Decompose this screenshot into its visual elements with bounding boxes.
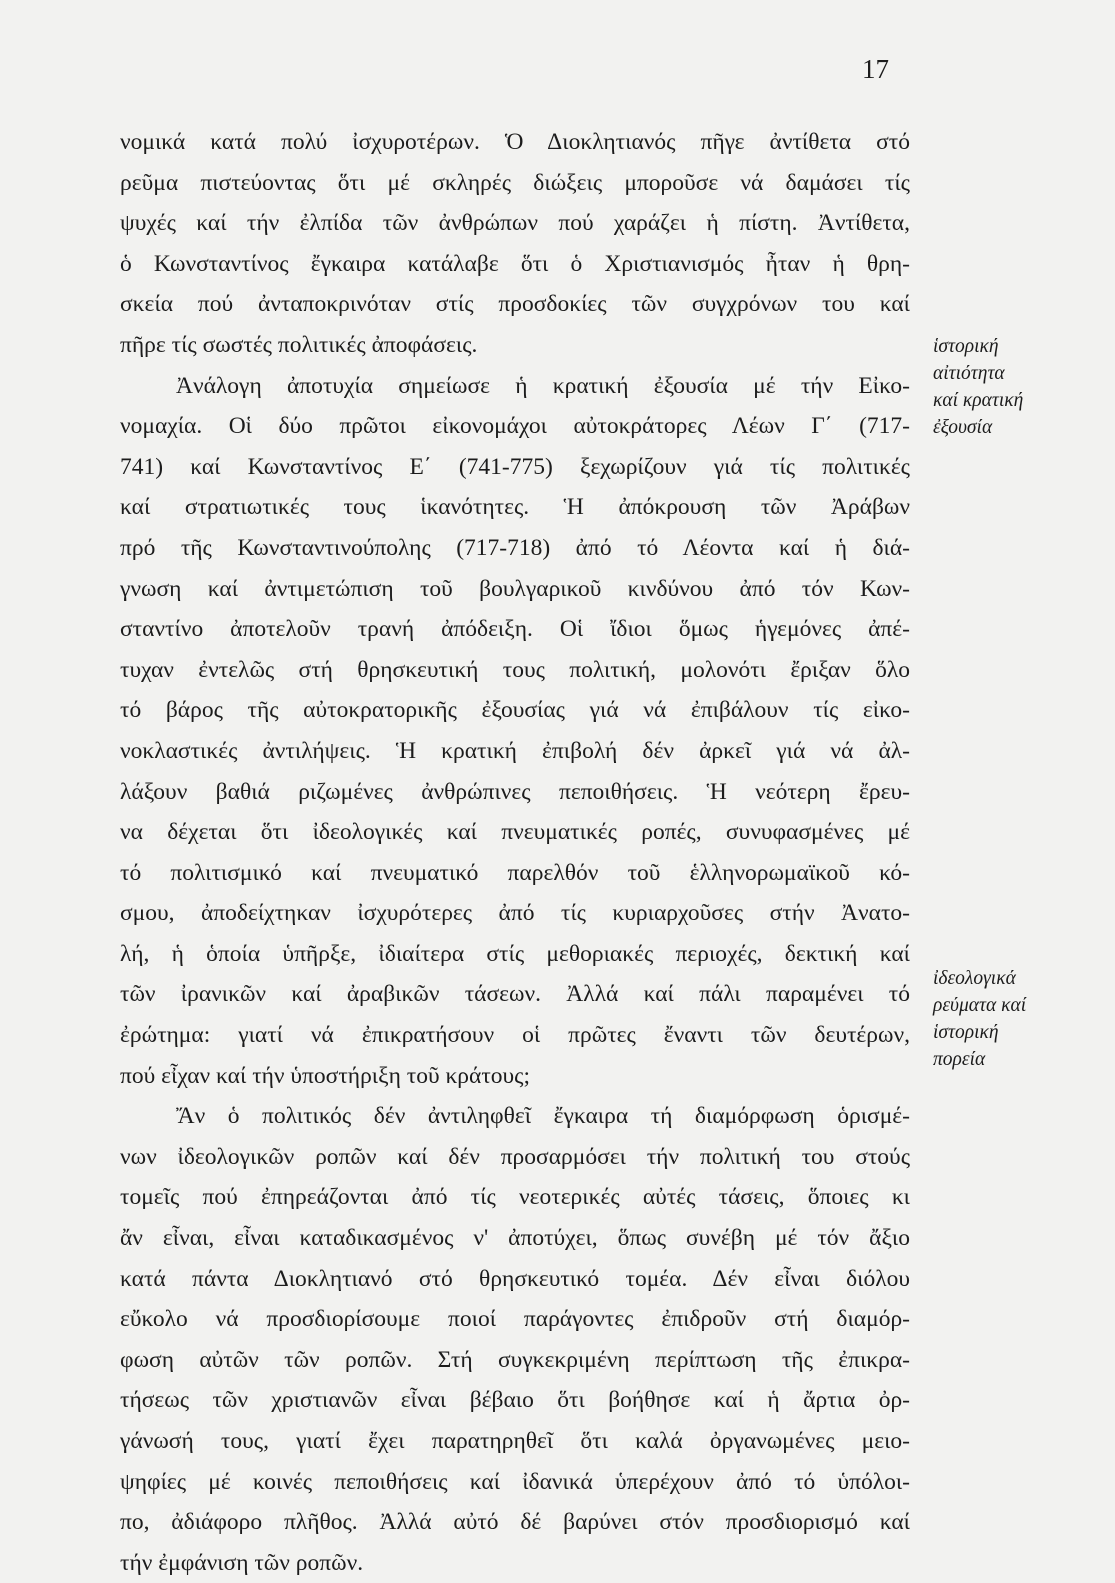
text-line: λή, ἡ ὁποία ὑπῆρξε, ἰδιαίτερα στίς μεθοριακές περιοχές, δεκτική καί xyxy=(120,940,910,967)
margin-note-line: ἐξουσία xyxy=(933,417,993,438)
text-line: σταντίνο ἀποτελοῦν τρανή ἀπόδειξη. Οἱ ἴδιοι ὅμως ἡγεμόνες ἀπέ- xyxy=(120,616,910,643)
text-line: τήν ἐμφάνιση τῶν ροπῶν. xyxy=(120,1549,364,1576)
text-line: τό πολιτισμικό καί πνευματικό παρελθόν τοῦ ἑλληνορωμαϊκοῦ κό- xyxy=(120,859,910,886)
margin-note-line: αἰτιότητα xyxy=(933,363,1005,384)
margin-note-historical-causality xyxy=(933,333,1103,441)
text-line: λάξουν βαθιά ριζωμένες ἀνθρώπινες πεποιθήσεις. Ἡ νεότερη ἔρευ- xyxy=(120,778,910,805)
text-line: ψηφίες μέ κοινές πεποιθήσεις καί ἰδανικά ὑπερέχουν ἀπό τό ὑπόλοι- xyxy=(120,1468,910,1495)
text-line: 741) καί Κωνσταντίνος Ε΄ (741-775) ξεχωρίζουν γιά τίς πολιτικές xyxy=(120,453,910,480)
text-line: ρεῦμα πιστεύοντας ὅτι μέ σκληρές διώξεις μποροῦσε νά δαμάσει τίς xyxy=(120,169,910,196)
text-line: νων ἰδεολογικῶν ροπῶν καί δέν προσαρμόσει τήν πολιτική του στούς xyxy=(120,1143,910,1170)
text-line: τό βάρος τῆς αὐτοκρατορικῆς ἐξουσίας γιά νά ἐπιβάλουν τίς εἰκο- xyxy=(120,697,910,724)
margin-note-line: ρεύματα καί xyxy=(933,995,1027,1016)
text-line: ἄν εἶναι, εἶναι καταδικασμένος ν' ἀποτύχει, ὅπως συνέβη μέ τόν ἄξιο xyxy=(120,1225,910,1252)
margin-note-ideological-currents xyxy=(933,965,1103,1073)
text-line: τομεῖς πού ἐπηρεάζονται ἀπό τίς νεοτερικές αὐτές τάσεις, ὅποιες κι xyxy=(120,1184,910,1211)
text-line: νομαχία. Οἱ δύο πρῶτοι εἰκονομάχοι αὐτοκράτορες Λέων Γ΄ (717- xyxy=(120,413,910,440)
margin-note-line: ἱστορική xyxy=(933,1022,999,1043)
paragraph-start-line: Ἄν ὁ πολιτικός δέν ἀντιληφθεῖ ἔγκαιρα τή διαμόρφωση ὁρισμέ- xyxy=(176,1103,910,1130)
page-number: 17 xyxy=(862,54,889,84)
body-text xyxy=(120,122,910,1583)
text-line: νομικά κατά πολύ ἰσχυροτέρων. Ὁ Διοκλητιανός πῆγε ἀντίθετα στό xyxy=(120,129,910,155)
text-line: ψυχές καί τήν ἐλπίδα τῶν ἀνθρώπων πού χαράζει ἡ πίστη. Ἀντίθετα, xyxy=(120,210,910,237)
text-line: τήσεως τῶν χριστιανῶν εἶναι βέβαιο ὅτι βοήθησε καί ἡ ἄρτια ὀρ- xyxy=(120,1387,910,1414)
text-line: πο, ἀδιάφορο πλῆθος. Ἀλλά αὐτό δέ βαρύνει στόν προσδιορισμό καί xyxy=(120,1509,910,1536)
text-line: ὁ Κωνσταντίνος ἔγκαιρα κατάλαβε ὅτι ὁ Χριστιανισμός ἦταν ἡ θρη- xyxy=(120,250,910,277)
text-line: ἐρώτημα: γιατί νά ἐπικρατήσουν οἱ πρῶτες ἔναντι τῶν δευτέρων, xyxy=(120,1022,910,1049)
margin-note-line: καί κρατική xyxy=(933,390,1024,411)
text-line: πού εἶχαν καί τήν ὑποστήριξη τοῦ κράτους; xyxy=(120,1062,531,1089)
text-line: γάνωσή τους, γιατί ἔχει παρατηρηθεῖ ὅτι καλά ὀργανωμένες μειο- xyxy=(120,1428,910,1454)
text-line: να δέχεται ὅτι ἰδεολογικές καί πνευματικές ροπές, συνυφασμένες μέ xyxy=(120,819,910,846)
margin-note-line: ἰδεολογικά xyxy=(933,968,1016,989)
text-line: πρό τῆς Κωνσταντινούπολης (717-718) ἀπό τό Λέοντα καί ἡ διά- xyxy=(120,534,910,561)
text-line: κατά πάντα Διοκλητιανό στό θρησκευτικό τομέα. Δέν εἶναι διόλου xyxy=(120,1265,910,1292)
text-line: πῆρε τίς σωστές πολιτικές ἀποφάσεις. xyxy=(120,331,478,358)
margin-note-line: ἱστορική xyxy=(933,336,999,357)
margin-note-line: πορεία xyxy=(933,1049,986,1070)
text-line: εὔκολο νά προσδιορίσουμε ποιοί παράγοντες ἐπιδροῦν στή διαμόρ- xyxy=(120,1306,910,1333)
text-line: γνωση καί ἀντιμετώπιση τοῦ βουλγαρικοῦ κινδύνου ἀπό τόν Κων- xyxy=(120,575,910,602)
text-line: νοκλαστικές ἀντιλήψεις. Ἡ κρατική ἐπιβολή δέν ἀρκεῖ γιά νά ἀλ- xyxy=(120,737,910,764)
text-line: τυχαν ἐντελῶς στή θρησκευτική τους πολιτική, μολονότι ἔριξαν ὅλο xyxy=(120,656,910,683)
text-line: τῶν ἰρανικῶν καί ἀραβικῶν τάσεων. Ἀλλά καί πάλι παραμένει τό xyxy=(120,981,910,1008)
text-line: καί στρατιωτικές τους ἱκανότητες. Ἡ ἀπόκρουση τῶν Ἀράβων xyxy=(120,494,910,521)
text-line: σμου, ἀποδείχτηκαν ἰσχυρότερες ἀπό τίς κυριαρχοῦσες στήν Ἀνατο- xyxy=(120,900,910,927)
text-line: σκεία πού ἀνταποκρινόταν στίς προσδοκίες τῶν συγχρόνων του καί xyxy=(120,291,910,318)
text-line: φωση αὐτῶν τῶν ροπῶν. Στή συγκεκριμένη περίπτωση τῆς ἐπικρα- xyxy=(120,1346,910,1373)
paragraph-start-line: Ἀνάλογη ἀποτυχία σημείωσε ἡ κρατική ἐξουσία μέ τήν Εἰκο- xyxy=(176,372,910,399)
